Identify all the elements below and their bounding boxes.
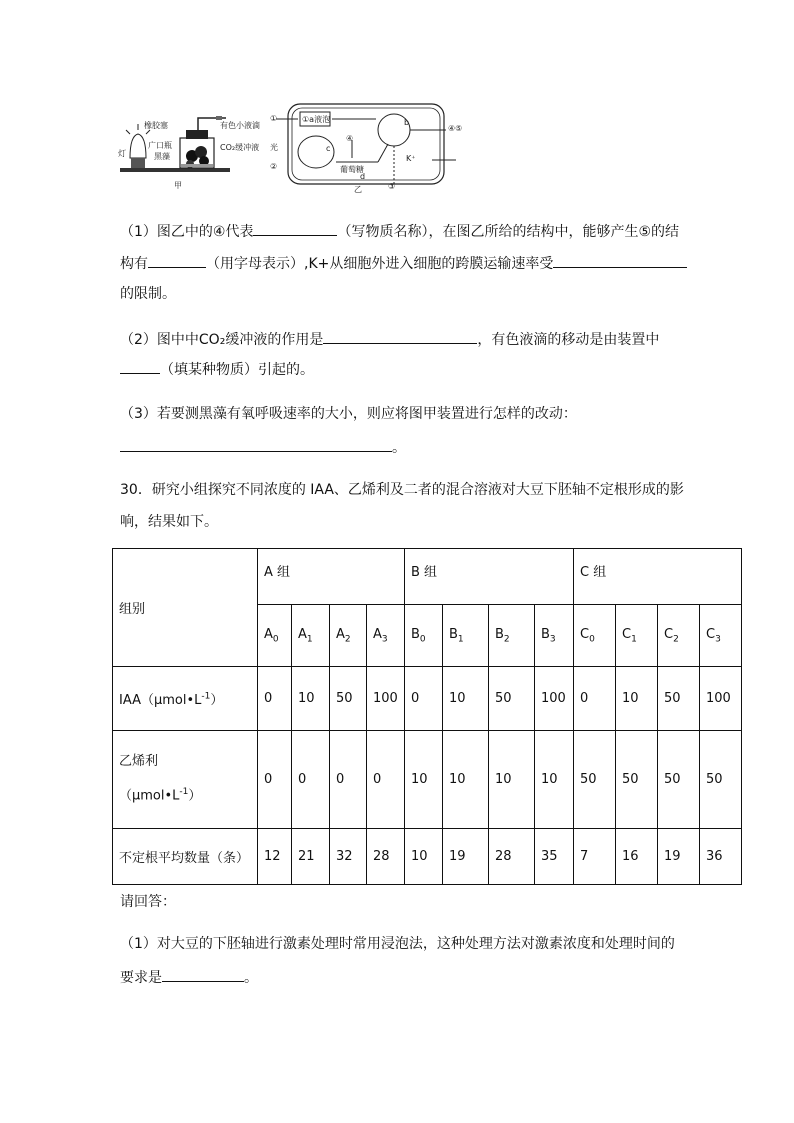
table-cell: 50 — [330, 667, 367, 731]
subgroup-letter: C — [706, 626, 716, 642]
subgroup-header — [405, 605, 443, 667]
unit-text: （μmol•L — [119, 788, 180, 804]
row-label-unit — [119, 777, 257, 811]
caption-yi: 乙 — [354, 185, 362, 194]
text: （填某种物质）引起的。 — [160, 362, 314, 378]
text: ，有色液滴的移动是由装置中 — [477, 332, 660, 348]
subgroup-header — [292, 605, 330, 667]
table-cell: 10 — [535, 731, 574, 829]
subgroup-header — [616, 605, 658, 667]
subgroup-letter: B — [541, 626, 550, 642]
subgroup-header — [330, 605, 367, 667]
subgroup-letter: A — [373, 626, 382, 642]
table-cell: 0 — [367, 731, 405, 829]
table-cell: 50 — [700, 731, 742, 829]
label-a-liquid: ①a液泡 — [302, 115, 331, 124]
subgroup-letter: C — [580, 626, 590, 642]
subgroup-header — [658, 605, 700, 667]
table-cell: 0 — [292, 731, 330, 829]
label-n1: ① — [270, 114, 278, 123]
subgroup-header — [700, 605, 742, 667]
table-cell: 50 — [574, 731, 616, 829]
table-cell: 28 — [489, 829, 535, 885]
q29-part2-line1 — [120, 328, 659, 350]
table-cell: 10 — [405, 731, 443, 829]
table-cell: 0 — [330, 731, 367, 829]
table-cell: 10 — [443, 667, 489, 731]
subgroup-header — [443, 605, 489, 667]
table-cell: 36 — [700, 829, 742, 885]
subgroup-index: 3 — [715, 634, 721, 645]
subgroup-index: 2 — [344, 634, 351, 645]
label-bottle: 广口瓶 — [148, 141, 172, 150]
subgroup-header — [574, 605, 616, 667]
group-a-header: A 组 — [258, 549, 405, 605]
label-n3: ③ — [388, 182, 396, 191]
label-n45: ④⑤ — [448, 124, 463, 133]
label-n2: ② — [270, 162, 278, 171]
q29-part1-line1 — [120, 220, 679, 242]
subgroup-letter: A — [336, 626, 345, 642]
table-cell: 10 — [616, 667, 658, 731]
subgroup-header — [258, 605, 292, 667]
answer-blank[interactable] — [323, 328, 477, 344]
table-cell: 50 — [658, 667, 700, 731]
figure-yi — [268, 100, 468, 192]
table-cell: 28 — [367, 829, 405, 885]
text: （2）图中中CO₂缓冲液的作用是 — [120, 332, 324, 348]
table-cell: 50 — [616, 731, 658, 829]
subgroup-header — [535, 605, 574, 667]
results-table — [112, 548, 742, 885]
text: 构有 — [120, 256, 148, 272]
subgroup-letter: C — [622, 626, 632, 642]
label-stopper: 橡胶塞 — [144, 121, 168, 130]
row-label-roots: 不定根平均数量（条） — [113, 829, 258, 885]
table-cell: 35 — [535, 829, 574, 885]
table-cell: 21 — [292, 829, 330, 885]
table-cell: 10 — [405, 829, 443, 885]
row-label-ethephon — [113, 731, 258, 829]
label-b: b — [404, 118, 410, 127]
table-cell: 100 — [367, 667, 405, 731]
subgroup-index: 0 — [419, 634, 426, 645]
label-k-plus: K⁺ — [406, 154, 416, 163]
row-label-text: IAA（μmol•L — [119, 693, 202, 708]
subgroup-index: 0 — [589, 634, 595, 645]
label-droplet: 有色小液滴 — [220, 121, 260, 130]
label-n4: ④ — [346, 134, 354, 143]
answer-blank[interactable] — [253, 220, 337, 236]
subgroup-letter: B — [449, 626, 458, 642]
subgroup-index: 3 — [381, 634, 388, 645]
label-light: 光 — [270, 143, 278, 152]
table-cell: 50 — [658, 731, 700, 829]
q29-part1-line3: 的限制。 — [120, 286, 176, 302]
subgroup-index: 1 — [631, 634, 637, 645]
answer-blank[interactable] — [162, 966, 244, 982]
group-b-header: B 组 — [405, 549, 574, 605]
table-cell: 12 — [258, 829, 292, 885]
text: （1）图乙中的④代表 — [120, 224, 254, 240]
label-d: d — [360, 172, 366, 181]
text: 要求是 — [120, 970, 162, 986]
subgroup-index: 1 — [306, 634, 313, 645]
caption-jia: 甲 — [174, 181, 182, 190]
cell-diagram — [268, 100, 468, 192]
unit-exponent: -1 — [179, 787, 189, 798]
answer-blank[interactable] — [120, 358, 160, 374]
q29-part1-line2 — [120, 252, 687, 274]
table-row — [113, 667, 742, 731]
table-row — [113, 829, 742, 885]
label-c: c — [326, 144, 331, 153]
text: 。 — [392, 440, 406, 456]
table-cell: 7 — [574, 829, 616, 885]
subgroup-index: 0 — [272, 634, 279, 645]
subgroup-header — [367, 605, 405, 667]
row-label-iaa — [113, 667, 258, 731]
subgroup-index: 2 — [673, 634, 679, 645]
subgroup-letter: B — [411, 626, 420, 642]
table-cell: 0 — [258, 667, 292, 731]
table-cell: 100 — [700, 667, 742, 731]
text: （写物质名称），在图乙所给的结构中，能够产生⑤的结 — [337, 224, 680, 240]
table-cell: 10 — [489, 731, 535, 829]
subgroup-header — [489, 605, 535, 667]
answer-prompt: 请回答： — [120, 894, 176, 910]
answer-blank[interactable] — [120, 436, 392, 452]
table-header-row — [113, 549, 742, 605]
table-row — [113, 731, 742, 829]
after-q1-line1: （1）对大豆的下胚轴进行激素处理时常用浸泡法，这种处理方法对激素浓度和处理时间的 — [120, 936, 675, 952]
q29-part2-line2 — [120, 358, 314, 380]
answer-blank[interactable] — [148, 252, 206, 268]
table-cell: 0 — [405, 667, 443, 731]
table-cell: 10 — [292, 667, 330, 731]
table-cell: 16 — [616, 829, 658, 885]
label-algae: 黑藻 — [154, 152, 170, 161]
table-cell: 10 — [443, 731, 489, 829]
table-cell: 19 — [443, 829, 489, 885]
q29-part3-line2 — [120, 436, 406, 458]
label-buffer: CO₂缓冲液 — [220, 143, 260, 152]
subgroup-letter: A — [264, 626, 273, 642]
subgroup-index: 2 — [503, 634, 510, 645]
table-cell: 50 — [489, 667, 535, 731]
group-c-header: C 组 — [574, 549, 742, 605]
subgroup-index: 3 — [549, 634, 556, 645]
table-cell: 32 — [330, 829, 367, 885]
subgroup-letter: C — [664, 626, 674, 642]
answer-blank[interactable] — [553, 252, 687, 268]
subgroup-letter: A — [298, 626, 307, 642]
q30-line2: 响，结果如下。 — [120, 514, 218, 530]
table-cell: 0 — [574, 667, 616, 731]
q30-line1: 30．研究小组探究不同浓度的 IAA、乙烯利及二者的混合溶液对大豆下胚轴不定根形成的影 — [120, 482, 684, 498]
subgroup-letter: B — [495, 626, 504, 642]
group-header: 组别 — [113, 549, 258, 667]
row-label-text: 乙烯利 — [119, 754, 159, 770]
row-label-end: ） — [210, 693, 224, 708]
table-cell: 0 — [258, 731, 292, 829]
label-lamp: 灯 — [118, 149, 126, 158]
text: （用字母表示）,K+从细胞外进入细胞的跨膜运输速率受 — [206, 256, 554, 272]
table-cell: 100 — [535, 667, 574, 731]
after-q1-line2 — [120, 966, 258, 988]
figure-jia — [116, 108, 266, 190]
text: 。 — [244, 970, 258, 986]
q29-part3-line1: （3）若要测黑藻有氧呼吸速率的大小，则应将图甲装置进行怎样的改动： — [120, 406, 577, 422]
row-label-end: ） — [188, 788, 202, 804]
subgroup-index: 1 — [457, 634, 464, 645]
unit-exponent: -1 — [201, 691, 211, 702]
table-cell: 19 — [658, 829, 700, 885]
label-sugar: 葡萄糖 — [340, 165, 364, 174]
